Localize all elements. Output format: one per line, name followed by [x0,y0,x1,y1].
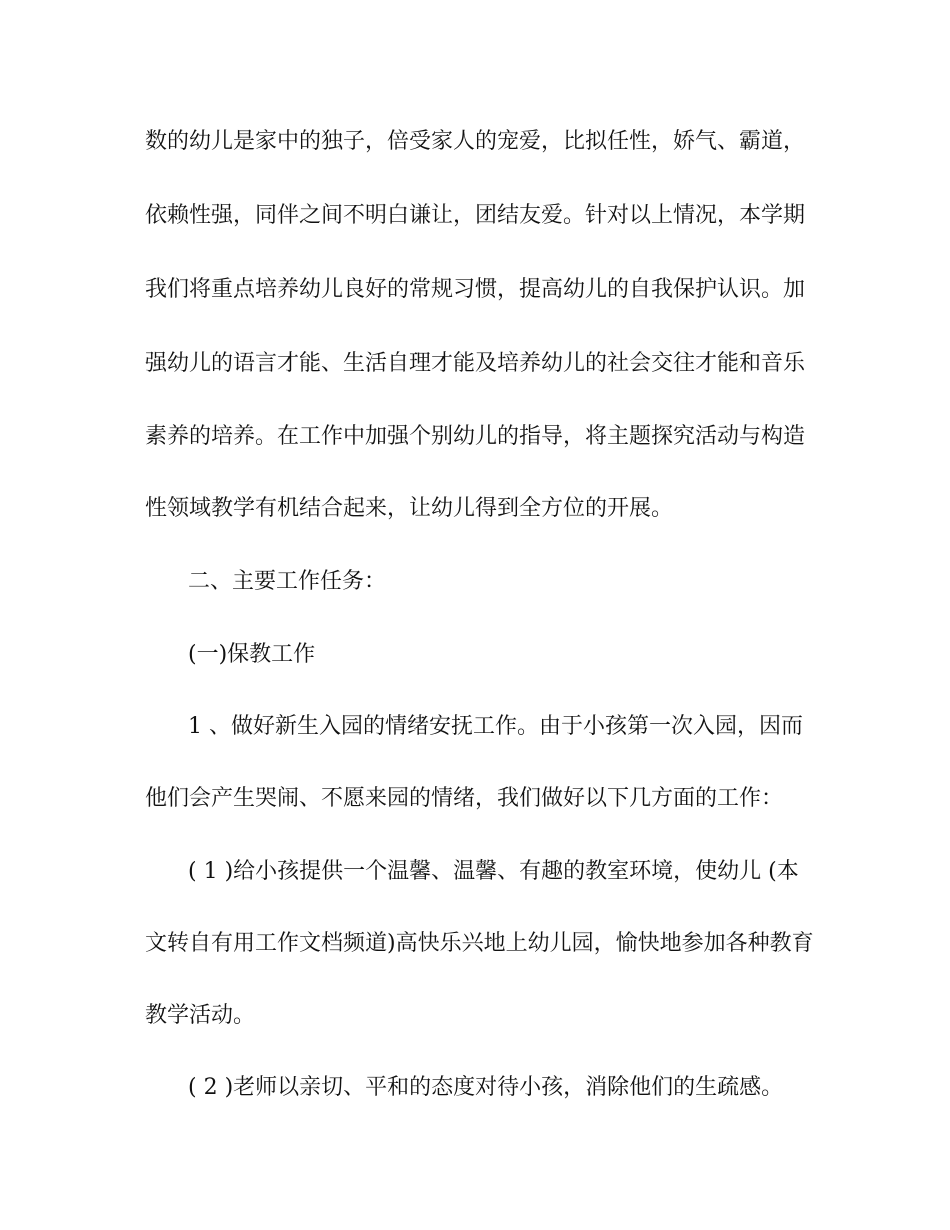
paragraph-line: 他们会产生哭闹、不愿来园的情绪，我们做好以下几方面的工作： [145,786,784,811]
paragraph-line: 我们将重点培养幼儿良好的常规习惯，提高幼儿的自我保护认识。加 [145,277,806,302]
paragraph-line: 依赖性强，同伴之间不明白谦让，团结友爱。针对以上情况，本学期 [145,203,806,228]
paragraph-line: 文转自有用工作文档频道)高快乐兴地上幼儿园，愉快地参加各种教育 [145,931,814,956]
paragraph-line: ( 2 )老师以亲切、平和的态度对待小孩，消除他们的生疏感。 [188,1075,784,1100]
section-heading: 二、主要工作任务： [188,569,387,594]
paragraph-line: 数的幼儿是家中的独子，倍受家人的宠爱，比拟任性，娇气、霸道， [145,129,806,154]
paragraph-line: 教学活动。 [145,1003,256,1028]
subsection-heading: (一)保教工作 [188,642,316,667]
paragraph-line: ( 1 )给小孩提供一个温馨、温馨、有趣的教室环境，使幼儿 (本 [188,859,799,884]
paragraph-line: 性领域教学有机结合起来，让幼儿得到全方位的开展。 [145,496,674,521]
paragraph-line: 素养的培养。在工作中加强个别幼儿的指导，将主题探究活动与构造 [145,424,806,449]
paragraph-line: 1 、做好新生入园的情绪安抚工作。由于小孩第一次入园，因而 [188,714,803,739]
paragraph-line: 强幼儿的语言才能、生活自理才能及培养幼儿的社会交往才能和音乐 [145,351,806,376]
